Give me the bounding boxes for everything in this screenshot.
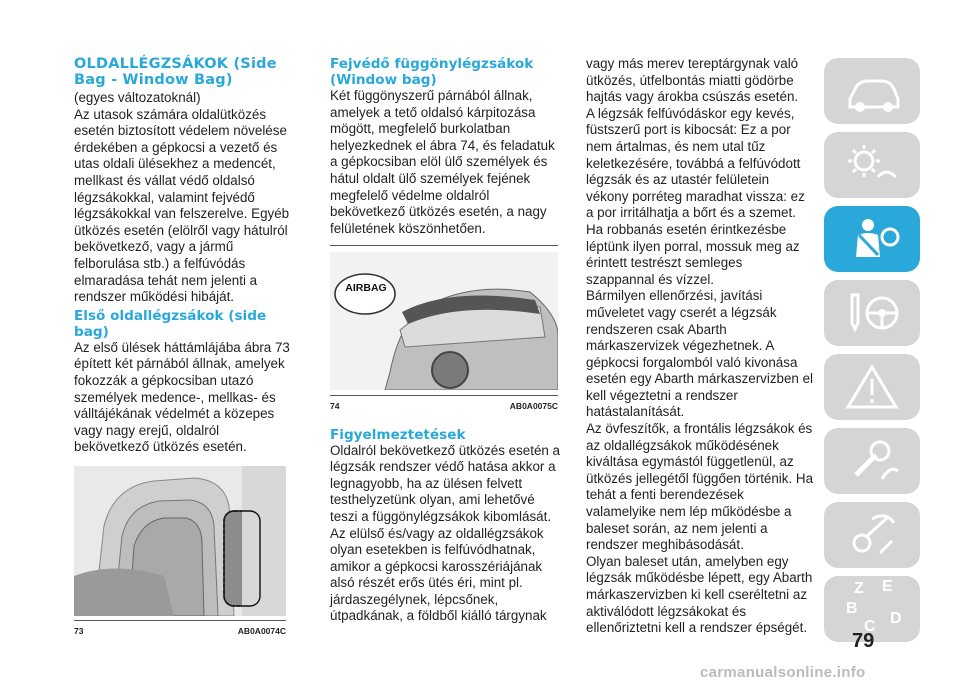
figure-74 (330, 245, 558, 414)
dashboard-lights-icon (842, 139, 902, 191)
intro-paragraph: Az utasok számára oldalütközés esetén biztosított védelem növelése érdekében a gépkocsi a vezető és utas oldali ülésekhez a medencét, mellkast és vállat védő oldalsó légzsákokkal, valamint fejvédő légzsákokkal van felszerelve. Egyéb ütközés esetén (elölről vagy hátulról bekövetkező, vagy a jármű felborulása stb.) a felfúvódás elmaradása tehát nem jelenti a rendszer működési hibáját. (74, 106, 290, 305)
figure-74-rule (330, 395, 558, 396)
tab-dashboard-lights[interactable] (824, 132, 920, 198)
page-number: 79 (852, 630, 875, 652)
watermark: carmanualsonline.info (700, 664, 866, 681)
technical-data-icon (842, 509, 902, 561)
col3-paragraph-2: A légzsák felfúvódáskor egy kevés, füstszerű port is kibocsát: Ez a por nem ártalmas, és nem utal tűz keletkezésére, továbbá a felfúvódott légzsák és az utastér felületein vékony porréteg maradhat vissza: ez a por irritálhatja a bőrt és a szemet. Ha robbanás esetén érintkezésbe léptünk ilyen porral, mossuk meg az érintett testrészt semleges szappannal és vízzel. (586, 105, 805, 287)
chapter-tabs (824, 58, 920, 650)
col3-paragraph-1: vagy más merev tereptárgynak való ütközés, útfelbontás miatti gödörbe hajtás vagy árokba csúszás esetén. (586, 56, 799, 105)
warnings-heading: Figyelmeztetések (330, 426, 466, 443)
section-heading: OLDALLÉGZSÁKOK (Side Bag - Window Bag) (74, 56, 277, 88)
seat-side-airbag-illustration (74, 466, 286, 616)
warnings-paragraph-2: Az elülső és/vagy az oldallégzsákok olyan esetekben is felfúvódhatnak, amikor a gépkocsi karosszériájának alsó részét erős ütés éri, mint pl. járdaszegélynek, lépcsőnek, útpadkának, a földből kiálló tárgynak (330, 525, 547, 624)
variant-note: (egyes változatoknál) (74, 90, 201, 105)
airbag-badge: AIRBAG (345, 282, 387, 295)
column-1 (74, 56, 290, 640)
sub-heading-side-bag: Első oldallégzsákok (side bag) (74, 307, 267, 340)
figure-73-caption (74, 623, 286, 640)
figure-73-code: AB0A0074C (237, 626, 286, 637)
tab-technical-data[interactable] (824, 502, 920, 568)
col3-paragraph-3: Bármilyen ellenőrzési, javítási műveletet vagy cserét a légzsák rendszeren csak Abarth márkaszervizek végezhetnek. A gépkocsi forgalomból való kivonása esetén egy Abarth márkaszervizben el kell végeztetni a rendszer hatástalanítását. (586, 288, 814, 420)
tab-maintenance[interactable] (824, 428, 920, 494)
warning-triangle-icon (842, 361, 902, 413)
wrench-tools-icon (842, 435, 902, 487)
column-3 (586, 56, 814, 637)
index-letter: E (882, 578, 893, 595)
tab-safety[interactable] (824, 206, 920, 272)
figure-74-caption (330, 398, 558, 415)
seat-belt-airbag-icon (842, 213, 902, 265)
index-letter: C (864, 618, 876, 635)
window-bag-illustration (330, 252, 558, 390)
figure-73 (74, 466, 286, 640)
index-letter: B (846, 600, 858, 617)
index-letter: D (890, 610, 902, 627)
tab-car-info[interactable] (824, 58, 920, 124)
column-2 (330, 56, 560, 625)
figure-73-number: 73 (74, 626, 84, 637)
figure-74-number: 74 (330, 400, 340, 411)
index-letter: Z (854, 580, 864, 597)
car-info-icon (842, 65, 902, 117)
figure-74-top-rule (330, 245, 558, 246)
warnings-paragraph-1: Oldalról bekövetkező ütközés esetén a légzsák rendszer védő hatása akkor a legnagyobb, ha az ülésen felvett testhelyzetünk olyan, ami lehetővé teszi a függönylégzsákok kibomlását. (330, 442, 561, 524)
tab-driving[interactable] (824, 280, 920, 346)
figure-74-code: AB0A0075C (509, 400, 558, 411)
col3-paragraph-5: Olyan baleset után, amelyben egy légzsák működésbe lépett, egy Abarth márkaszervizben ki kell cseréltetni az aktiválódott légzsákokat és ellenőriztetni kell a rendszer épségét. (586, 553, 813, 636)
sub-heading-window-bag: Fejvédő függönylégzsákok (Window bag) (330, 56, 534, 88)
window-bag-paragraph: Két függönyszerű párnából állnak, amelyek a tető oldalsó kárpitozása mögött, megfelelő burkolatban helyezkednek el ábra 74, és feladatuk a gépkocsiban elöl ülő személyek és hátul oldalt ülő személyek fejének megfelelő védelme oldalról bekövetkező ütközés esetén, a nagy felületének köszönhetően. (330, 88, 555, 236)
figure-73-rule (74, 620, 286, 621)
tab-emergency[interactable] (824, 354, 920, 420)
col3-paragraph-4: Az övfeszítők, a frontális légzsákok és az oldallégzsákok működésének kiváltása egymástól függetlenül, az ütközés jellegétől függően történik. Ha tehát a fenti berendezések valamelyike nem lép működésbe a baleset során, az nem jelenti a rendszer meghibásodását. (586, 421, 814, 553)
side-bag-paragraph: Az első ülések háttámlájába ábra 73 épített két párnából állnak, amelyek fokozzák a gépkocsiban utazó személyek medence-, mellkas- és válltájékának védelmét a közepes vagy nagy erejű, oldalról bekövetkező ütközés esetén. (74, 339, 290, 455)
key-steering-icon (842, 287, 902, 339)
